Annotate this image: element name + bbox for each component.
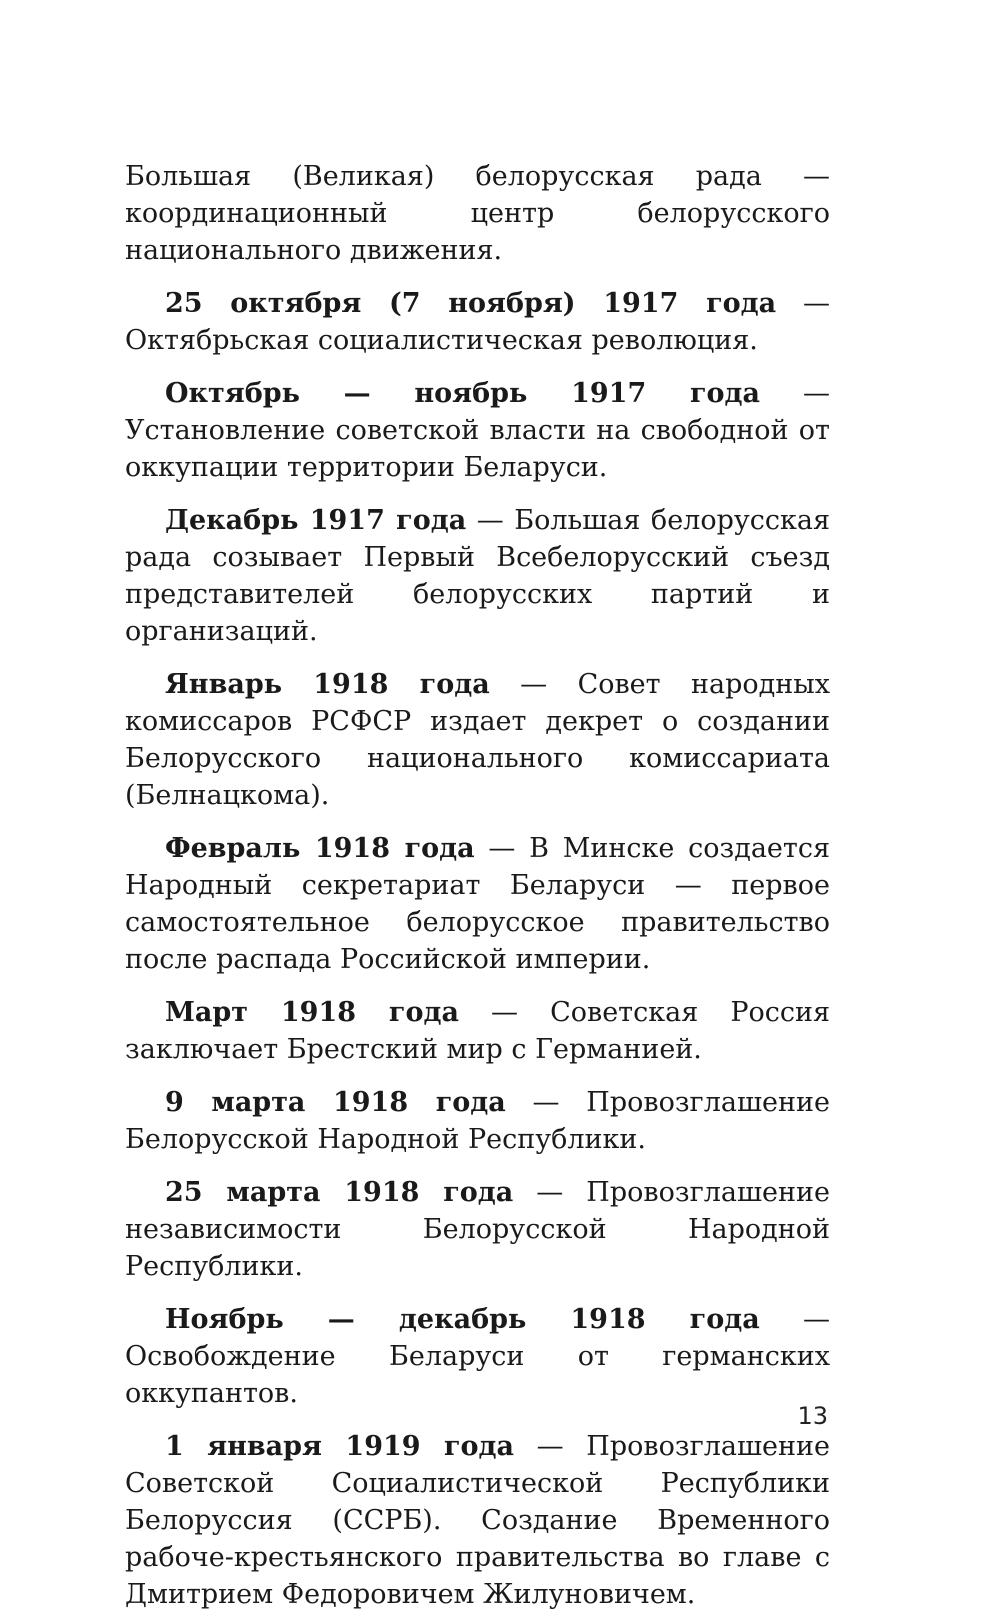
chronology-entry <box>125 1174 830 1285</box>
entry-text: Освобождение Беларуси от германских оккупантов. <box>125 1341 830 1409</box>
chronology-entry <box>125 1301 830 1412</box>
entry-separator: — <box>513 1177 587 1208</box>
chronology-entry <box>125 285 830 359</box>
chronology-text <box>125 158 830 1613</box>
entry-text: Установление советской власти на свободной от оккупации территории Беларуси. <box>125 415 830 483</box>
page-number: 13 <box>797 1402 828 1430</box>
chronology-entry <box>125 994 830 1068</box>
entry-text: Октябрьская социалистическая революция. <box>125 325 758 356</box>
entry-date: Ноябрь — декабрь 1918 года <box>165 1304 760 1335</box>
entry-date: 9 марта 1918 года <box>165 1087 506 1118</box>
entry-date: 25 марта 1918 года <box>165 1177 514 1208</box>
entry-date: 1 января 1919 года <box>165 1431 515 1462</box>
entry-separator: — <box>759 1304 830 1335</box>
entry-separator: — <box>776 288 830 319</box>
intro-paragraph: Большая (Великая) белорусская рада — координационный центр белорусского национального движения. <box>125 161 830 266</box>
chronology-entry <box>125 830 830 978</box>
entry-date: Декабрь 1917 года <box>165 505 467 536</box>
entry-separator: — <box>505 1087 587 1118</box>
entry-separator: — <box>458 997 551 1028</box>
entry-text: Провозглашение Советской Социалистической Республики Белоруссия (ССРБ). Создание Временного рабоче-крестьянского правительства во главе с Дмитрием Федоровичем Жилуновичем. <box>125 1431 831 1610</box>
entry-separator: — <box>514 1431 587 1462</box>
chronology-entry <box>125 1428 830 1613</box>
entry-date: Февраль 1918 года <box>165 833 475 864</box>
chronology-entry <box>125 502 830 650</box>
entry-date: Март 1918 года <box>165 997 459 1028</box>
entry-date: 25 октября (7 ноября) 1917 года <box>165 288 777 319</box>
entry-separator: — <box>760 378 830 409</box>
entry-text: Совет народных комиссаров РСФСР издает декрет о создании Белорусского национального комиссариата (Белнацкома). <box>125 669 830 811</box>
entry-separator: — <box>474 833 530 864</box>
chronology-entry <box>125 666 830 814</box>
chronology-entry <box>125 375 830 486</box>
entry-separator: — <box>489 669 578 700</box>
entry-text: В Минске создается Народный секретариат Беларуси — первое самостоятельное белорусское правительство после распада Российской империи. <box>125 833 830 975</box>
entry-date: Октябрь — ноябрь 1917 года <box>165 378 761 409</box>
entry-text: Советская Россия заключает Брестский мир с Германией. <box>125 997 831 1065</box>
entry-text: Большая белорусская рада созывает Первый Всебелорусский съезд представителей белорусских партий и организаций. <box>125 505 830 647</box>
entry-separator: — <box>466 505 515 536</box>
entry-text: Провозглашение независимости Белорусской Народной Республики. <box>125 1177 831 1282</box>
chronology-entry <box>125 1084 830 1158</box>
entry-text: Провозглашение Белорусской Народной Республики. <box>125 1087 830 1155</box>
entry-date: Январь 1918 года <box>165 669 490 700</box>
